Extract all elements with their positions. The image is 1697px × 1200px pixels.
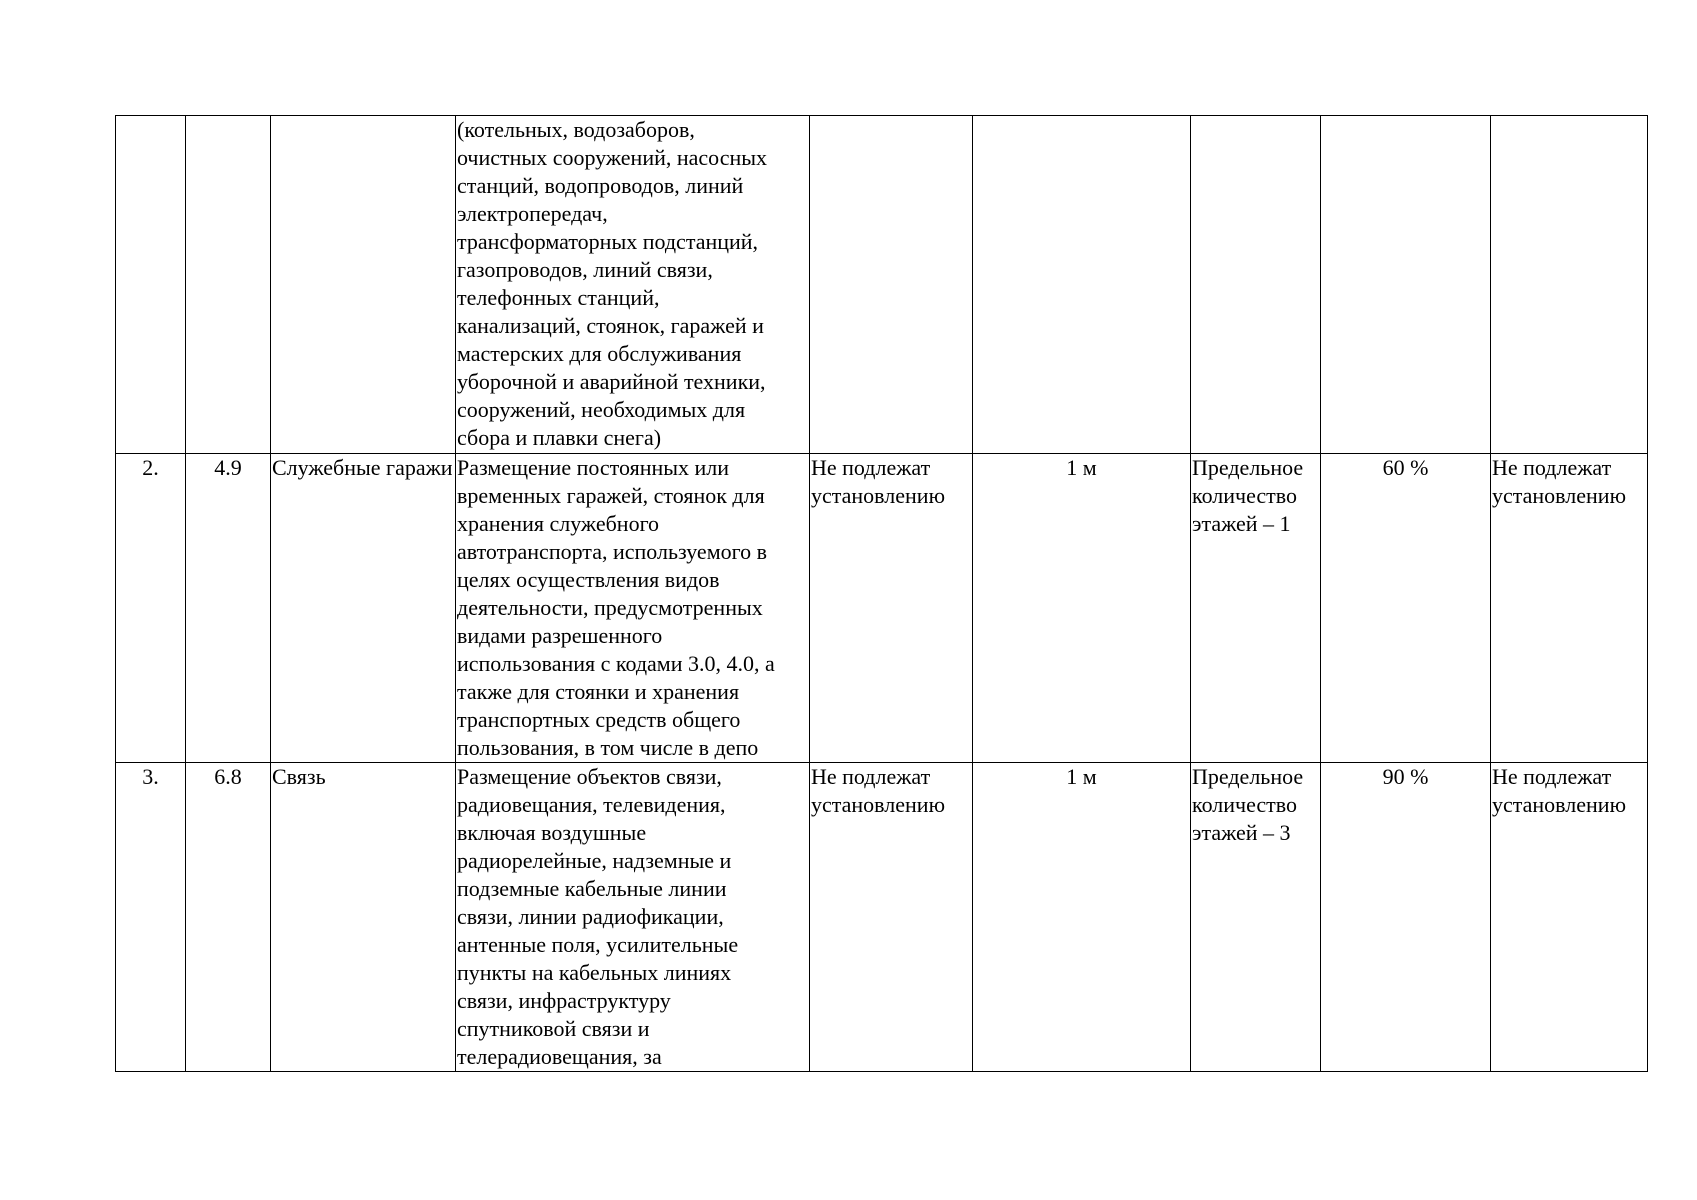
cell-coverage: 60 % [1321,454,1491,763]
cell-description [456,763,810,1072]
description-line: сооружений, необходимых для [457,397,746,422]
description-line: сбора и плавки снега) [457,425,662,450]
description-line: хранения служебного [457,511,660,536]
description-line: радиорелейные, надземные и [457,848,732,873]
description-line: очистных сооружений, насосных [457,145,768,170]
description-line: также для стоянки и хранения [457,679,740,704]
cell-number: 3. [116,763,186,1072]
description-line: телефонных станций, [457,285,660,310]
cell-coverage: 90 % [1321,763,1491,1072]
cell-floors: Предельное количество этажей – 1 [1191,454,1321,763]
cell-area [810,116,973,454]
description-line: транспортных средств общего [457,707,741,732]
description-line: (котельных, водозаборов, [457,117,695,142]
description-line: спутниковой связи и [457,1016,650,1041]
description-line: Размещение объектов связи, [457,764,722,789]
description-line: радиовещания, телевидения, [457,792,726,817]
cell-code [186,116,271,454]
cell-code: 4.9 [186,454,271,763]
table-row [116,763,1648,1072]
table-body [116,116,1648,1072]
description-line: связи, инфраструктуру [457,988,671,1013]
description-line: автотранспорта, используемого в [457,539,767,564]
description-line: электропередач, [457,201,608,226]
description-line: Размещение постоянных или [457,455,730,480]
table-row [116,454,1648,763]
description-line: деятельности, предусмотренных [457,595,763,620]
description-line: антенные поля, усилительные [457,932,739,957]
cell-setback: 1 м [973,763,1191,1072]
description-line: подземные кабельные линии [457,876,727,901]
description-line: станций, водопроводов, линий [457,173,744,198]
cell-name [271,116,456,454]
description-line: газопроводов, линий связи, [457,257,713,282]
zoning-table [115,115,1648,1072]
cell-description [456,116,810,454]
cell-name: Служебные гаражи [271,454,456,763]
cell-other [1491,116,1648,454]
cell-setback [973,116,1191,454]
description-line: включая воздушные [457,820,647,845]
cell-other: Не подлежат установлению [1491,454,1648,763]
description-line: телерадиовещания, за [457,1044,662,1069]
cell-name: Связь [271,763,456,1072]
cell-floors: Предельное количество этажей – 3 [1191,763,1321,1072]
description-line: временных гаражей, стоянок для [457,483,765,508]
cell-description [456,454,810,763]
cell-area: Не подлежат установлению [810,454,973,763]
table-row [116,116,1648,454]
description-line: трансформаторных подстанций, [457,229,759,254]
description-line: уборочной и аварийной техники, [457,369,766,394]
cell-coverage [1321,116,1491,454]
cell-code: 6.8 [186,763,271,1072]
cell-number [116,116,186,454]
description-line: пользования, в том числе в депо [457,735,759,760]
cell-other: Не подлежат установлению [1491,763,1648,1072]
cell-area: Не подлежат установлению [810,763,973,1072]
description-line: пункты на кабельных линиях [457,960,732,985]
description-line: связи, линии радиофикации, [457,904,724,929]
description-line: целях осуществления видов [457,567,720,592]
description-line: канализаций, стоянок, гаражей и [457,313,764,338]
description-line: использования с кодами 3.0, 4.0, а [457,651,775,676]
cell-setback: 1 м [973,454,1191,763]
description-line: мастерских для обслуживания [457,341,742,366]
description-line: видами разрешенного [457,623,663,648]
cell-number: 2. [116,454,186,763]
cell-floors [1191,116,1321,454]
